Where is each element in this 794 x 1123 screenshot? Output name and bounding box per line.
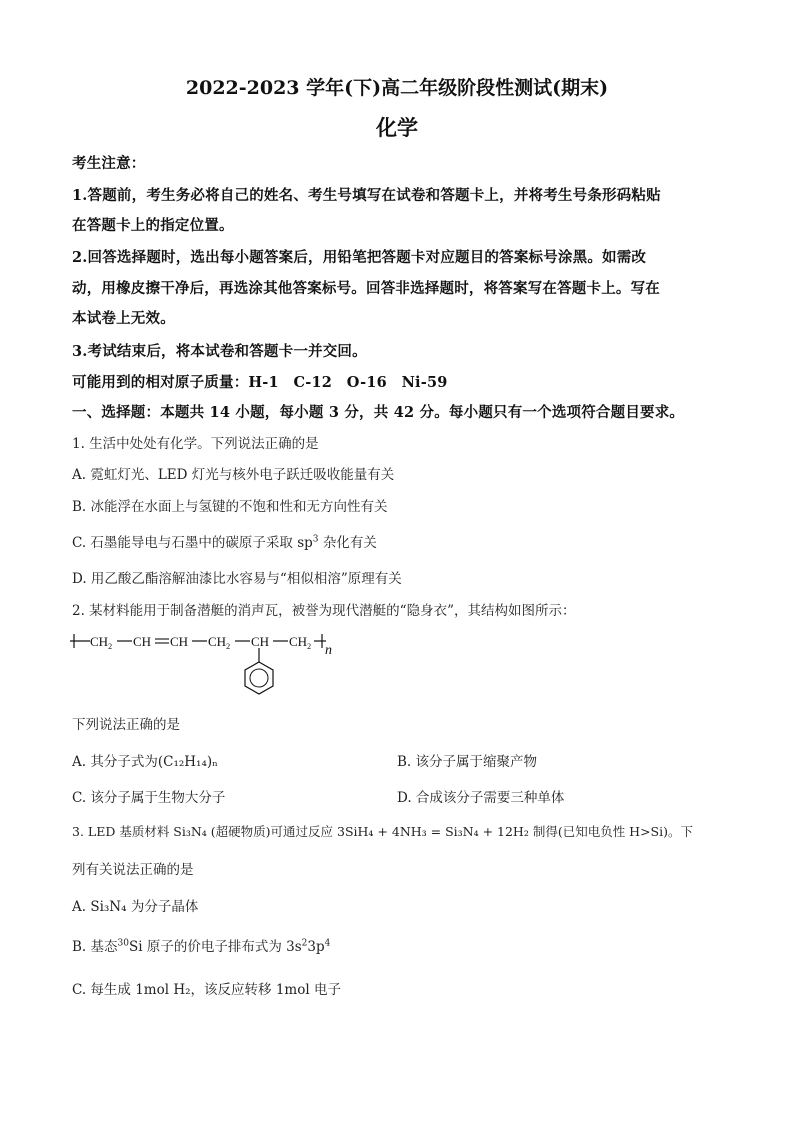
atomic-masses: 可能用到的相对原子质量：H-1 C-12 O-16 Ni-59 — [72, 374, 448, 391]
struct-ch2-1: $CH_2$ — [90, 634, 113, 651]
q1-option-b: B. 冰能浮在水面上与氢键的不饱和性和无方向性有关 — [72, 499, 388, 515]
q3-option-a: A. Si₃N₄ 为分子晶体 — [72, 899, 199, 915]
q2-stem: 2. 某材料能用于制备潜艇的消声瓦，被誉为现代潜艇的“隐身衣”，其结构如图所示： — [72, 603, 576, 619]
q1-option-c-text: C. 石墨能导电与石墨中的碳原子采取 sp — [72, 535, 313, 551]
q3-option-b-s-sup: 2 — [301, 938, 308, 949]
q3-option-b-mid: Si 原子的价电子排布式为 3s — [128, 939, 302, 955]
polymer-structure — [70, 626, 350, 696]
benzene-ring-circle — [250, 669, 268, 687]
q3-stem-line-1: 3. LED 基质材料 Si₃N₄ (超硬物质)可通过反应 3SiH₄ + 4NH₃ = Si₃N₄ + 12H₂ 制得(已知电负性 H>Si)。下 — [72, 824, 693, 839]
struct-ch-3: CH — [251, 634, 270, 649]
q3-option-c: C. 每生成 1mol H₂，该反应转移 1mol 电子 — [72, 982, 341, 998]
notice-heading: 考生注意： — [72, 155, 146, 172]
struct-ch2-3: $CH_2$ — [289, 634, 312, 651]
q1-option-c-tail: 杂化有关 — [318, 535, 377, 551]
q1-option-d: D. 用乙酸乙酯溶解油漆比水容易与“相似相溶”原理有关 — [72, 571, 402, 587]
q3-option-b — [72, 935, 330, 955]
q2-option-d: D. 合成该分子需要三种单体 — [397, 790, 565, 806]
q1-option-a: A. 霓虹灯光、LED 灯光与核外电子跃迁吸收能量有关 — [72, 467, 395, 483]
q2-option-b: B. 该分子属于缩聚产物 — [397, 754, 538, 770]
struct-repeat-n: n — [325, 643, 332, 658]
q3-option-b-p-sup: 4 — [324, 938, 331, 949]
notice-item-2-line-3: 本试卷上无效。 — [72, 310, 175, 327]
q1-option-c — [72, 531, 377, 551]
struct-ch-2: CH — [170, 634, 189, 649]
notice-item-3: 3.考试结束后，将本试卷和答题卡一并交回。 — [72, 343, 367, 360]
q3-option-b-p: 3p — [307, 939, 325, 955]
exam-title: 2022-2023 学年(下)高二年级阶段性测试(期末) — [185, 77, 609, 99]
q2-option-a-formula: (C₁₂H₁₄)ₙ — [157, 754, 218, 770]
q3-stem-line-2: 列有关说法正确的是 — [72, 862, 194, 878]
q2-option-c: C. 该分子属于生物大分子 — [72, 790, 226, 806]
subject-title: 化学 — [376, 115, 418, 140]
notice-item-1-line-1: 1.答题前，考生务必将自己的姓名、考生号填写在试卷和答题卡上，并将考生号条形码粘贴 — [72, 187, 661, 204]
notice-item-2-line-2: 动，用橡皮擦干净后，再选涂其他答案标号。回答非选择题时，将答案写在答题卡上。写在 — [72, 280, 660, 297]
notice-item-2-line-1: 2.回答选择题时，选出每小题答案后，用铅笔把答题卡对应题目的答案标号涂黑。如需改 — [72, 249, 647, 266]
struct-ch2-2: $CH_2$ — [208, 634, 231, 651]
q3-option-b-mass: 30 — [117, 938, 129, 949]
q2-ask: 下列说法正确的是 — [72, 717, 180, 733]
notice-item-1-line-2: 在答题卡上的指定位置。 — [72, 217, 234, 234]
benzene-ring — [245, 662, 273, 694]
q2-option-a-text: A. 其分子式为 — [72, 754, 158, 770]
q3-option-b-text: B. 基态 — [72, 939, 118, 955]
q2-option-a — [72, 750, 218, 770]
q1-option-c-sup: 3 — [312, 534, 319, 545]
section-1-heading: 一、选择题：本题共 14 小题，每小题 3 分，共 42 分。每小题只有一个选项符合题目要求。 — [72, 404, 685, 421]
struct-ch-1: CH — [133, 634, 152, 649]
q1-stem: 1. 生活中处处有化学。下列说法正确的是 — [72, 436, 319, 452]
